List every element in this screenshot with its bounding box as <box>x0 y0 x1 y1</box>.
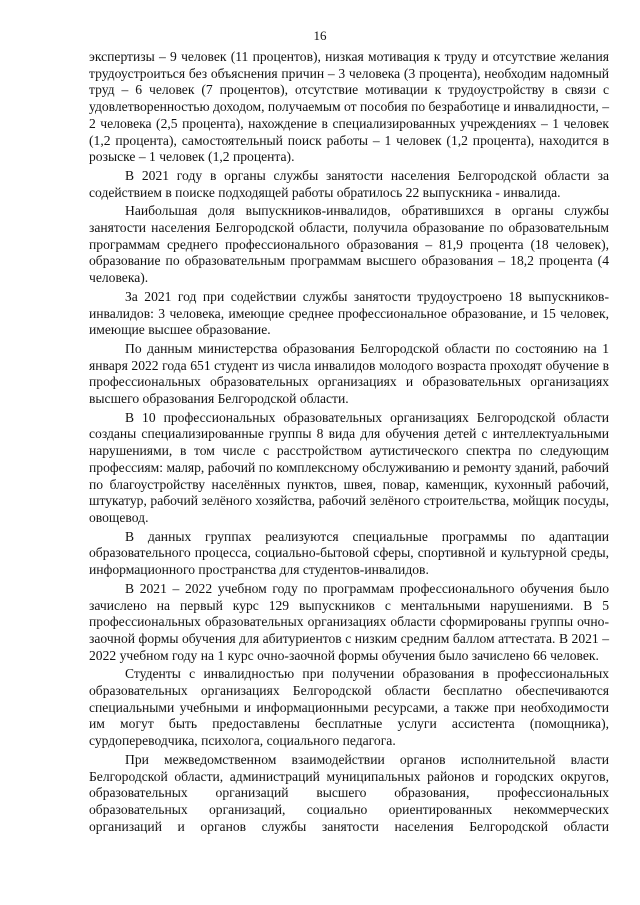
paragraph: В 2021 – 2022 учебном году по программам профессионального обучения было зачислено на первый курс 129 выпускников с ментальными нарушениями. В 5 профессиональных образовательных организациях области сформированы группы очно-заочной формы обучения для абитуриентов с низким средним баллом аттестата. В 2021 – 2022 учебном году на 1 курс очно-заочной формы обучения было зачислено 66 человек. <box>89 580 609 663</box>
paragraph: За 2021 год при содействии службы занятости трудоустроено 18 выпускников-инвалидов: 3 человека, имеющие среднее профессиональное образование, и 15 человек, имеющие высшее образование. <box>89 288 609 338</box>
paragraph: Студенты с инвалидностью при получении образования в профессиональных образовательных организациях Белгородской области бесплатно обеспечиваются специальными учебными и информационными ресурсами, а также при необходимости им могут быть предоставлены бесплатные услуги ассистента (помощника), сурдопереводчика, психолога, социального педагога. <box>89 666 609 749</box>
paragraph: В 10 профессиональных образовательных организациях Белгородской области созданы специализированные группы 8 вида для обучения детей с интеллектуальными нарушениями, в том числе с расстройством аутистического спектра по следующим профессиям: маляр, рабочий по комплексному обслуживанию и ремонту зданий, рабочий по благоустройству населённых пунктов, швея, повар, каменщик, кухонный рабочий, штукатур, рабочий зелёного хозяйства, рабочий зелёного строительства, мойщик посуды, овощевод. <box>89 409 609 525</box>
paragraph: По данным министерства образования Белгородской области по состоянию на 1 января 2022 года 651 студент из числа инвалидов молодого возраста проходят обучение в профессиональных образовательных организациях и образовательных организациях высшего образования Белгородской области. <box>89 340 609 407</box>
paragraph-continued: экспертизы – 9 человек (11 процентов), низкая мотивация к труду и отсутствие желания трудоустроиться без объяснения причин – 3 человека (3 процента), необходим надомный труд – 6 человек (7 процентов), отсутствие мотивации к трудоустройству в связи с удовлетворенностью доходом, получаемым от пособия по безработице и инвалидности, – 2 человека (2,5 процента), нахождение в специализированных учреждениях – 1 человек (1,2 процента), самостоятельный поиск работы – 1 человек (1,2 процента), находится в розыске – 1 человек (1,2 процента). <box>89 49 609 165</box>
paragraph: В данных группах реализуются специальные программы по адаптации образовательного процесса, социально-бытовой сферы, спортивной и культурной среды, информационного пространства для студентов-инвалидов. <box>89 528 609 578</box>
paragraph: В 2021 году в органы службы занятости населения Белгородской области за содействием в поиске подходящей работы обратилось 22 выпускника - инвалида. <box>89 167 609 200</box>
page-number: 16 <box>313 28 327 43</box>
body-text <box>89 49 609 835</box>
paragraph-unfinished: При межведомственном взаимодействии органов исполнительной власти Белгородской области, администраций муниципальных районов и городских округов, образовательных организаций высшего образования, профессиональных образовательных организаций, социально ориентированных некоммерческих организаций и органов службы занятости населения Белгородской области <box>89 751 609 834</box>
paragraph: Наибольшая доля выпускников-инвалидов, обратившихся в органы службы занятости населения Белгородской области, получила образование по образовательным программам среднего профессионального образования – 81,9 процента (18 человек), образование по образовательным программам высшего образования – 18,2 процента (4 человека). <box>89 203 609 286</box>
